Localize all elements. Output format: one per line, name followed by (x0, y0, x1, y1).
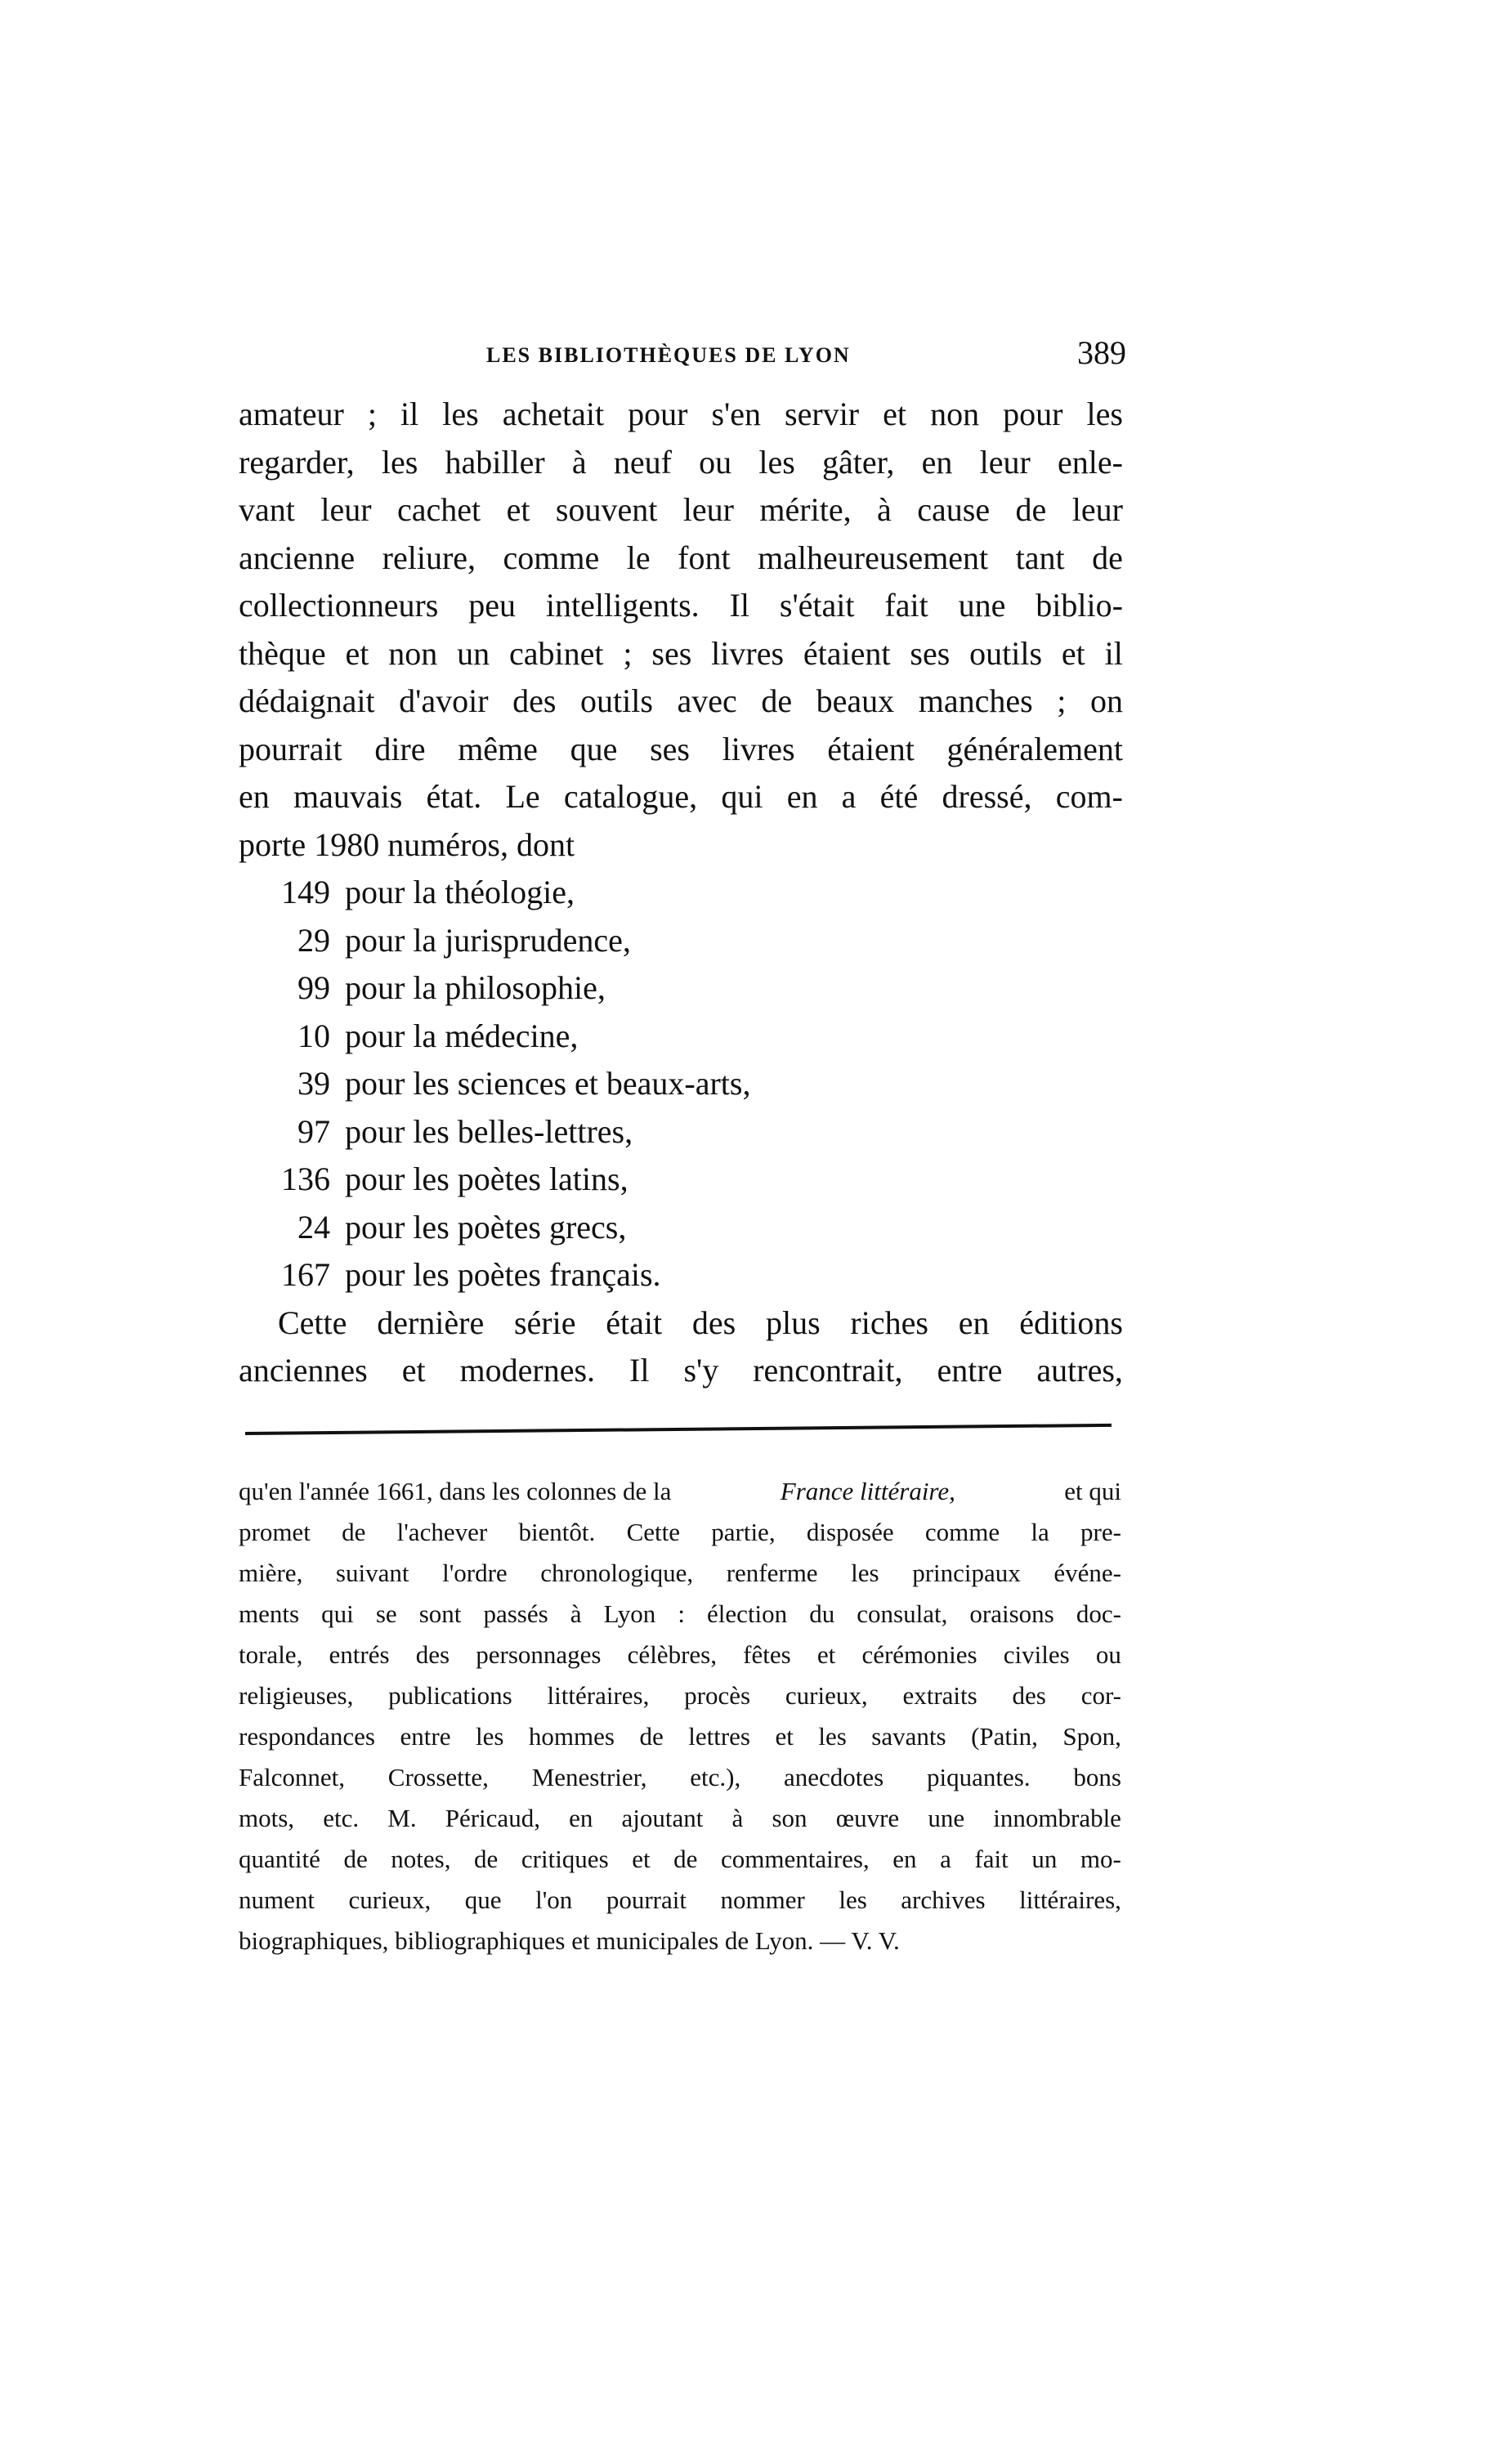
word: Falconnet, (239, 1763, 345, 1791)
word: les (1086, 396, 1123, 432)
catalogue-label: pour la philosophie, (345, 969, 606, 1006)
word: Spon, (1062, 1722, 1121, 1751)
footnote-line (239, 1553, 1121, 1594)
catalogue-entry (239, 1108, 1123, 1156)
word: cachet (396, 491, 481, 528)
word: entrés (329, 1640, 390, 1669)
word: les (758, 443, 795, 481)
footnote-last-line-text: biographiques, bibliographiques et municipales de Lyon. — V. V. (239, 1926, 900, 1955)
word: comme (503, 539, 600, 576)
word: comme (924, 1518, 1000, 1546)
word: achetait (502, 396, 605, 432)
word: l'ordre (442, 1559, 508, 1587)
word: les (381, 443, 418, 481)
word: quantité (239, 1845, 320, 1873)
intro-line-text: porte 1980 numéros, dont (239, 825, 575, 863)
word: une (928, 1804, 965, 1832)
word: mière, (239, 1559, 303, 1587)
word: œuvre (835, 1804, 900, 1832)
word: leur (682, 491, 734, 528)
word: pour (628, 396, 688, 432)
word: littéraires, (547, 1681, 650, 1710)
word: publications (388, 1681, 512, 1710)
word: regarder, (239, 443, 355, 481)
catalogue-label: pour la médecine, (345, 1017, 579, 1054)
catalogue-entry (239, 1156, 1123, 1204)
word: civiles (1003, 1640, 1070, 1669)
catalogue-count: 99 (297, 969, 330, 1006)
word: principaux (912, 1559, 1021, 1587)
word: il (400, 396, 419, 432)
word: catalogue, (563, 778, 698, 815)
body-paragraph (239, 391, 1123, 821)
word: cor- (1080, 1681, 1121, 1710)
word: outils (580, 682, 653, 719)
word: leur (1071, 491, 1123, 528)
word: et (775, 1722, 794, 1751)
word: critiques (521, 1845, 609, 1873)
word: amateur (239, 396, 344, 432)
word: religieuses, (239, 1681, 354, 1710)
footnote-line (239, 1635, 1121, 1675)
word: dédaignait (239, 682, 375, 719)
word: gâter, (822, 443, 895, 481)
word: M. (387, 1804, 417, 1832)
footnote-separator-rule (245, 1424, 1112, 1435)
word: chronologique, (540, 1559, 694, 1587)
word: ou (699, 443, 732, 481)
word: dressé, (942, 778, 1032, 815)
word: son (772, 1804, 807, 1832)
word: anciennes (239, 1352, 368, 1389)
word: de (761, 682, 793, 719)
word: en (239, 778, 270, 815)
word: oraisons (969, 1599, 1054, 1628)
word: de (1092, 539, 1123, 576)
word: lettres (688, 1722, 750, 1751)
word: ments (239, 1599, 300, 1628)
word: riches (850, 1304, 928, 1341)
catalogue-label: pour la jurisprudence, (345, 921, 631, 959)
word: nommer (720, 1885, 805, 1914)
word: en (892, 1845, 917, 1873)
word: a (841, 778, 857, 815)
word: respondances (239, 1722, 375, 1751)
word: ou (1095, 1640, 1121, 1669)
word: malheureusement (758, 539, 989, 576)
word: souvent (555, 491, 658, 528)
word: à (571, 443, 587, 481)
word: etc. (323, 1804, 360, 1832)
catalogue-count: 167 (281, 1256, 330, 1293)
word: biblio- (1036, 587, 1123, 624)
body-line (239, 534, 1123, 583)
word: généralement (946, 730, 1123, 767)
footnote (239, 1471, 1121, 1961)
word: Il (729, 587, 749, 624)
word: de (673, 1845, 698, 1873)
word: les (839, 1885, 867, 1914)
footnote-last-line (239, 1921, 1121, 1961)
word: que (570, 730, 618, 767)
word: et (883, 396, 907, 432)
word: le (626, 539, 651, 576)
body-line (239, 582, 1123, 630)
word: et (401, 1352, 426, 1389)
word: non (388, 634, 438, 672)
word: autres, (1036, 1352, 1123, 1389)
word: cabinet (509, 634, 604, 672)
word: fêtes (743, 1640, 791, 1669)
body-line (239, 439, 1123, 487)
catalogue-entry (239, 1013, 1123, 1061)
word: Lyon (603, 1599, 656, 1628)
word: Péricaud, (445, 1804, 540, 1832)
word: ; (367, 396, 377, 432)
word: à (731, 1804, 744, 1832)
word: des (691, 1304, 736, 1341)
word: mo- (1080, 1845, 1121, 1873)
word: peu (468, 587, 517, 624)
word: livres (722, 730, 795, 767)
word: : (678, 1599, 685, 1628)
word: ajoutant (621, 1804, 704, 1832)
word: étaient (803, 634, 891, 672)
word: innombrable (993, 1804, 1121, 1832)
word: etc.), (690, 1763, 741, 1791)
word: état. (426, 778, 482, 815)
word: été (879, 778, 919, 815)
footnote-line (239, 1675, 1121, 1716)
word: les (442, 396, 479, 432)
catalogue-entry (239, 1060, 1123, 1108)
word: rencontrait, (753, 1352, 903, 1389)
footnote-line (239, 1798, 1121, 1839)
word: l'achever (396, 1518, 488, 1546)
word: bons (1073, 1763, 1121, 1791)
word: Cette (278, 1304, 347, 1341)
word: en (786, 778, 818, 815)
word: leur (979, 443, 1031, 481)
word: (Patin, (971, 1722, 1038, 1751)
word: du (809, 1599, 835, 1628)
word: hommes (528, 1722, 615, 1751)
word: leur (320, 491, 372, 528)
word: habiller (445, 443, 545, 481)
word: un (457, 634, 490, 672)
footnote-line (239, 1471, 1121, 1512)
word: pour (1003, 396, 1063, 432)
word: sont (418, 1599, 462, 1628)
word: se (375, 1599, 397, 1628)
word: cause (917, 491, 991, 528)
word: ; (623, 634, 633, 672)
word: font (678, 539, 731, 576)
catalogue-count: 97 (297, 1112, 330, 1150)
word: Menestrier, (531, 1763, 647, 1791)
word: dernière (377, 1304, 485, 1341)
word: curieux, (785, 1681, 868, 1710)
body-line (239, 391, 1123, 439)
catalogue-entry (239, 917, 1123, 965)
word: et (506, 491, 530, 528)
word: pre- (1080, 1518, 1121, 1546)
catalogue-count: 24 (297, 1208, 330, 1246)
word: que (464, 1885, 502, 1914)
catalogue-list (239, 869, 1123, 1299)
main-text (239, 391, 1123, 1395)
word: modernes. (459, 1352, 596, 1389)
word: extraits (902, 1681, 977, 1710)
word: beaux (816, 682, 895, 719)
word: procès (684, 1681, 751, 1710)
catalogue-count: 149 (281, 874, 330, 910)
catalogue-entry (239, 964, 1123, 1013)
word: qui (321, 1599, 354, 1628)
word: même (458, 730, 538, 767)
word: tant (1015, 539, 1065, 576)
word: com- (1055, 778, 1123, 815)
word: avec (677, 682, 737, 719)
word: la (1031, 1518, 1049, 1546)
word: d'avoir (399, 682, 489, 719)
word: un (1031, 1845, 1058, 1873)
word: doc- (1076, 1599, 1121, 1628)
word: événe- (1053, 1559, 1121, 1587)
word: en (569, 1804, 593, 1832)
word: archives (901, 1885, 986, 1914)
word: mérite, (759, 491, 852, 528)
word: partie, (711, 1518, 776, 1546)
word: livres (711, 634, 785, 672)
catalogue-entry (239, 1251, 1123, 1299)
word: commentaires, (721, 1845, 870, 1873)
word: manches (918, 682, 1033, 719)
word: nument (239, 1885, 315, 1914)
word: élection (707, 1599, 788, 1628)
word: et (345, 634, 369, 672)
word: s'en (711, 396, 762, 432)
word: pourrait (606, 1885, 687, 1914)
footnote-first-line-end: et qui (1064, 1477, 1121, 1505)
word: de (1015, 491, 1047, 528)
word: de (342, 1518, 366, 1546)
word: série (513, 1304, 576, 1341)
word: s'y (683, 1352, 719, 1389)
word: entre (937, 1352, 1003, 1389)
word: les (851, 1559, 879, 1587)
word: des (415, 1640, 450, 1669)
footnote-first-line-start: qu'en l'année 1661, dans les colonnes de la (239, 1477, 672, 1505)
catalogue-count: 10 (297, 1017, 330, 1054)
word: les (475, 1722, 504, 1751)
word: personnages (476, 1640, 602, 1669)
closing-paragraph (239, 1299, 1123, 1395)
body-line (239, 726, 1123, 774)
word: pourrait (239, 730, 342, 767)
word: passés (483, 1599, 548, 1628)
word: a (940, 1845, 951, 1873)
catalogue-entry (239, 1204, 1123, 1252)
catalogue-count: 136 (281, 1161, 330, 1197)
catalogue-label: pour les belles-lettres, (345, 1112, 633, 1150)
word: de (474, 1845, 499, 1873)
word: à (570, 1599, 582, 1628)
catalogue-label: pour les poètes grecs, (345, 1208, 627, 1246)
body-line (239, 486, 1123, 534)
word: célèbres, (627, 1640, 717, 1669)
word: Cette (626, 1518, 680, 1546)
word: mauvais (293, 778, 403, 815)
word: neuf (613, 443, 672, 481)
catalogue-count: 29 (297, 921, 330, 959)
catalogue-label: pour les poètes latins, (345, 1161, 629, 1197)
word: mots, (239, 1804, 295, 1832)
footnote-line (239, 1757, 1121, 1798)
word: Il (629, 1352, 650, 1389)
catalogue-entry (239, 869, 1123, 917)
footnote-line (239, 1716, 1121, 1757)
word: savants (871, 1722, 946, 1751)
word: Le (505, 778, 540, 815)
footnote-italic-title: France littéraire, (780, 1477, 955, 1505)
word: ses (650, 730, 690, 767)
closing-line (239, 1299, 1123, 1348)
word: de (343, 1845, 368, 1873)
word: bientôt. (518, 1518, 596, 1546)
word: collectionneurs (239, 587, 439, 624)
word: et (816, 1640, 836, 1669)
word: ; (1057, 682, 1067, 719)
word: anecdotes (784, 1763, 884, 1791)
word: qui (721, 778, 763, 815)
word: dire (374, 730, 426, 767)
word: et (632, 1845, 651, 1873)
intro-line (239, 821, 1123, 870)
word: étaient (827, 730, 915, 767)
footnote-line (239, 1839, 1121, 1880)
word: suivant (335, 1559, 409, 1587)
footnote-body (239, 1512, 1121, 1921)
word: curieux, (348, 1885, 432, 1914)
word: thèque (239, 634, 326, 672)
word: vant (239, 491, 295, 528)
word: éditions (1019, 1304, 1123, 1341)
word: renferme (726, 1559, 818, 1587)
word: des (1012, 1681, 1046, 1710)
word: enle- (1058, 443, 1123, 481)
word: entre (400, 1722, 451, 1751)
body-line (239, 773, 1123, 821)
word: notes, (391, 1845, 451, 1873)
word: torale, (239, 1640, 303, 1669)
word: fait (884, 587, 928, 624)
word: et (1061, 634, 1085, 672)
word: en (958, 1304, 990, 1341)
page-number: 389 (1077, 334, 1126, 371)
word: il (1104, 634, 1123, 672)
body-line (239, 678, 1123, 726)
body-line (239, 630, 1123, 678)
word: on (1089, 682, 1123, 719)
word: ses (651, 634, 692, 672)
word: ancienne (239, 539, 356, 576)
word: consulat, (857, 1599, 948, 1628)
word: intelligents. (545, 587, 700, 624)
word: à (877, 491, 892, 528)
word: fait (974, 1845, 1009, 1873)
word: des (512, 682, 557, 719)
word: plus (765, 1304, 821, 1341)
word: littéraires, (1019, 1885, 1121, 1914)
word: les (818, 1722, 847, 1751)
word: servir (785, 396, 860, 432)
catalogue-label: pour les poètes français. (345, 1256, 661, 1293)
footnote-line (239, 1594, 1121, 1635)
closing-line (239, 1347, 1123, 1395)
word: Crossette, (387, 1763, 489, 1791)
word: de (639, 1722, 664, 1751)
word: disposée (806, 1518, 894, 1546)
catalogue-label: pour les sciences et beaux-arts, (345, 1065, 751, 1102)
word: reliure, (382, 539, 476, 576)
word: non (930, 396, 980, 432)
word: ses (910, 634, 951, 672)
footnote-line (239, 1512, 1121, 1553)
word: s'était (779, 587, 855, 624)
word: l'on (535, 1885, 573, 1914)
word: en (921, 443, 953, 481)
word: piquantes. (927, 1763, 1031, 1791)
word: outils (969, 634, 1043, 672)
running-title: LES BIBLIOTHÈQUES DE LYON (486, 343, 851, 367)
word: était (606, 1304, 663, 1341)
footnote-line (239, 1880, 1121, 1921)
catalogue-label: pour la théologie, (345, 874, 575, 910)
catalogue-count: 39 (297, 1065, 330, 1102)
word: promet (239, 1518, 311, 1546)
word: cérémonies (861, 1640, 977, 1669)
word: une (958, 587, 1006, 624)
